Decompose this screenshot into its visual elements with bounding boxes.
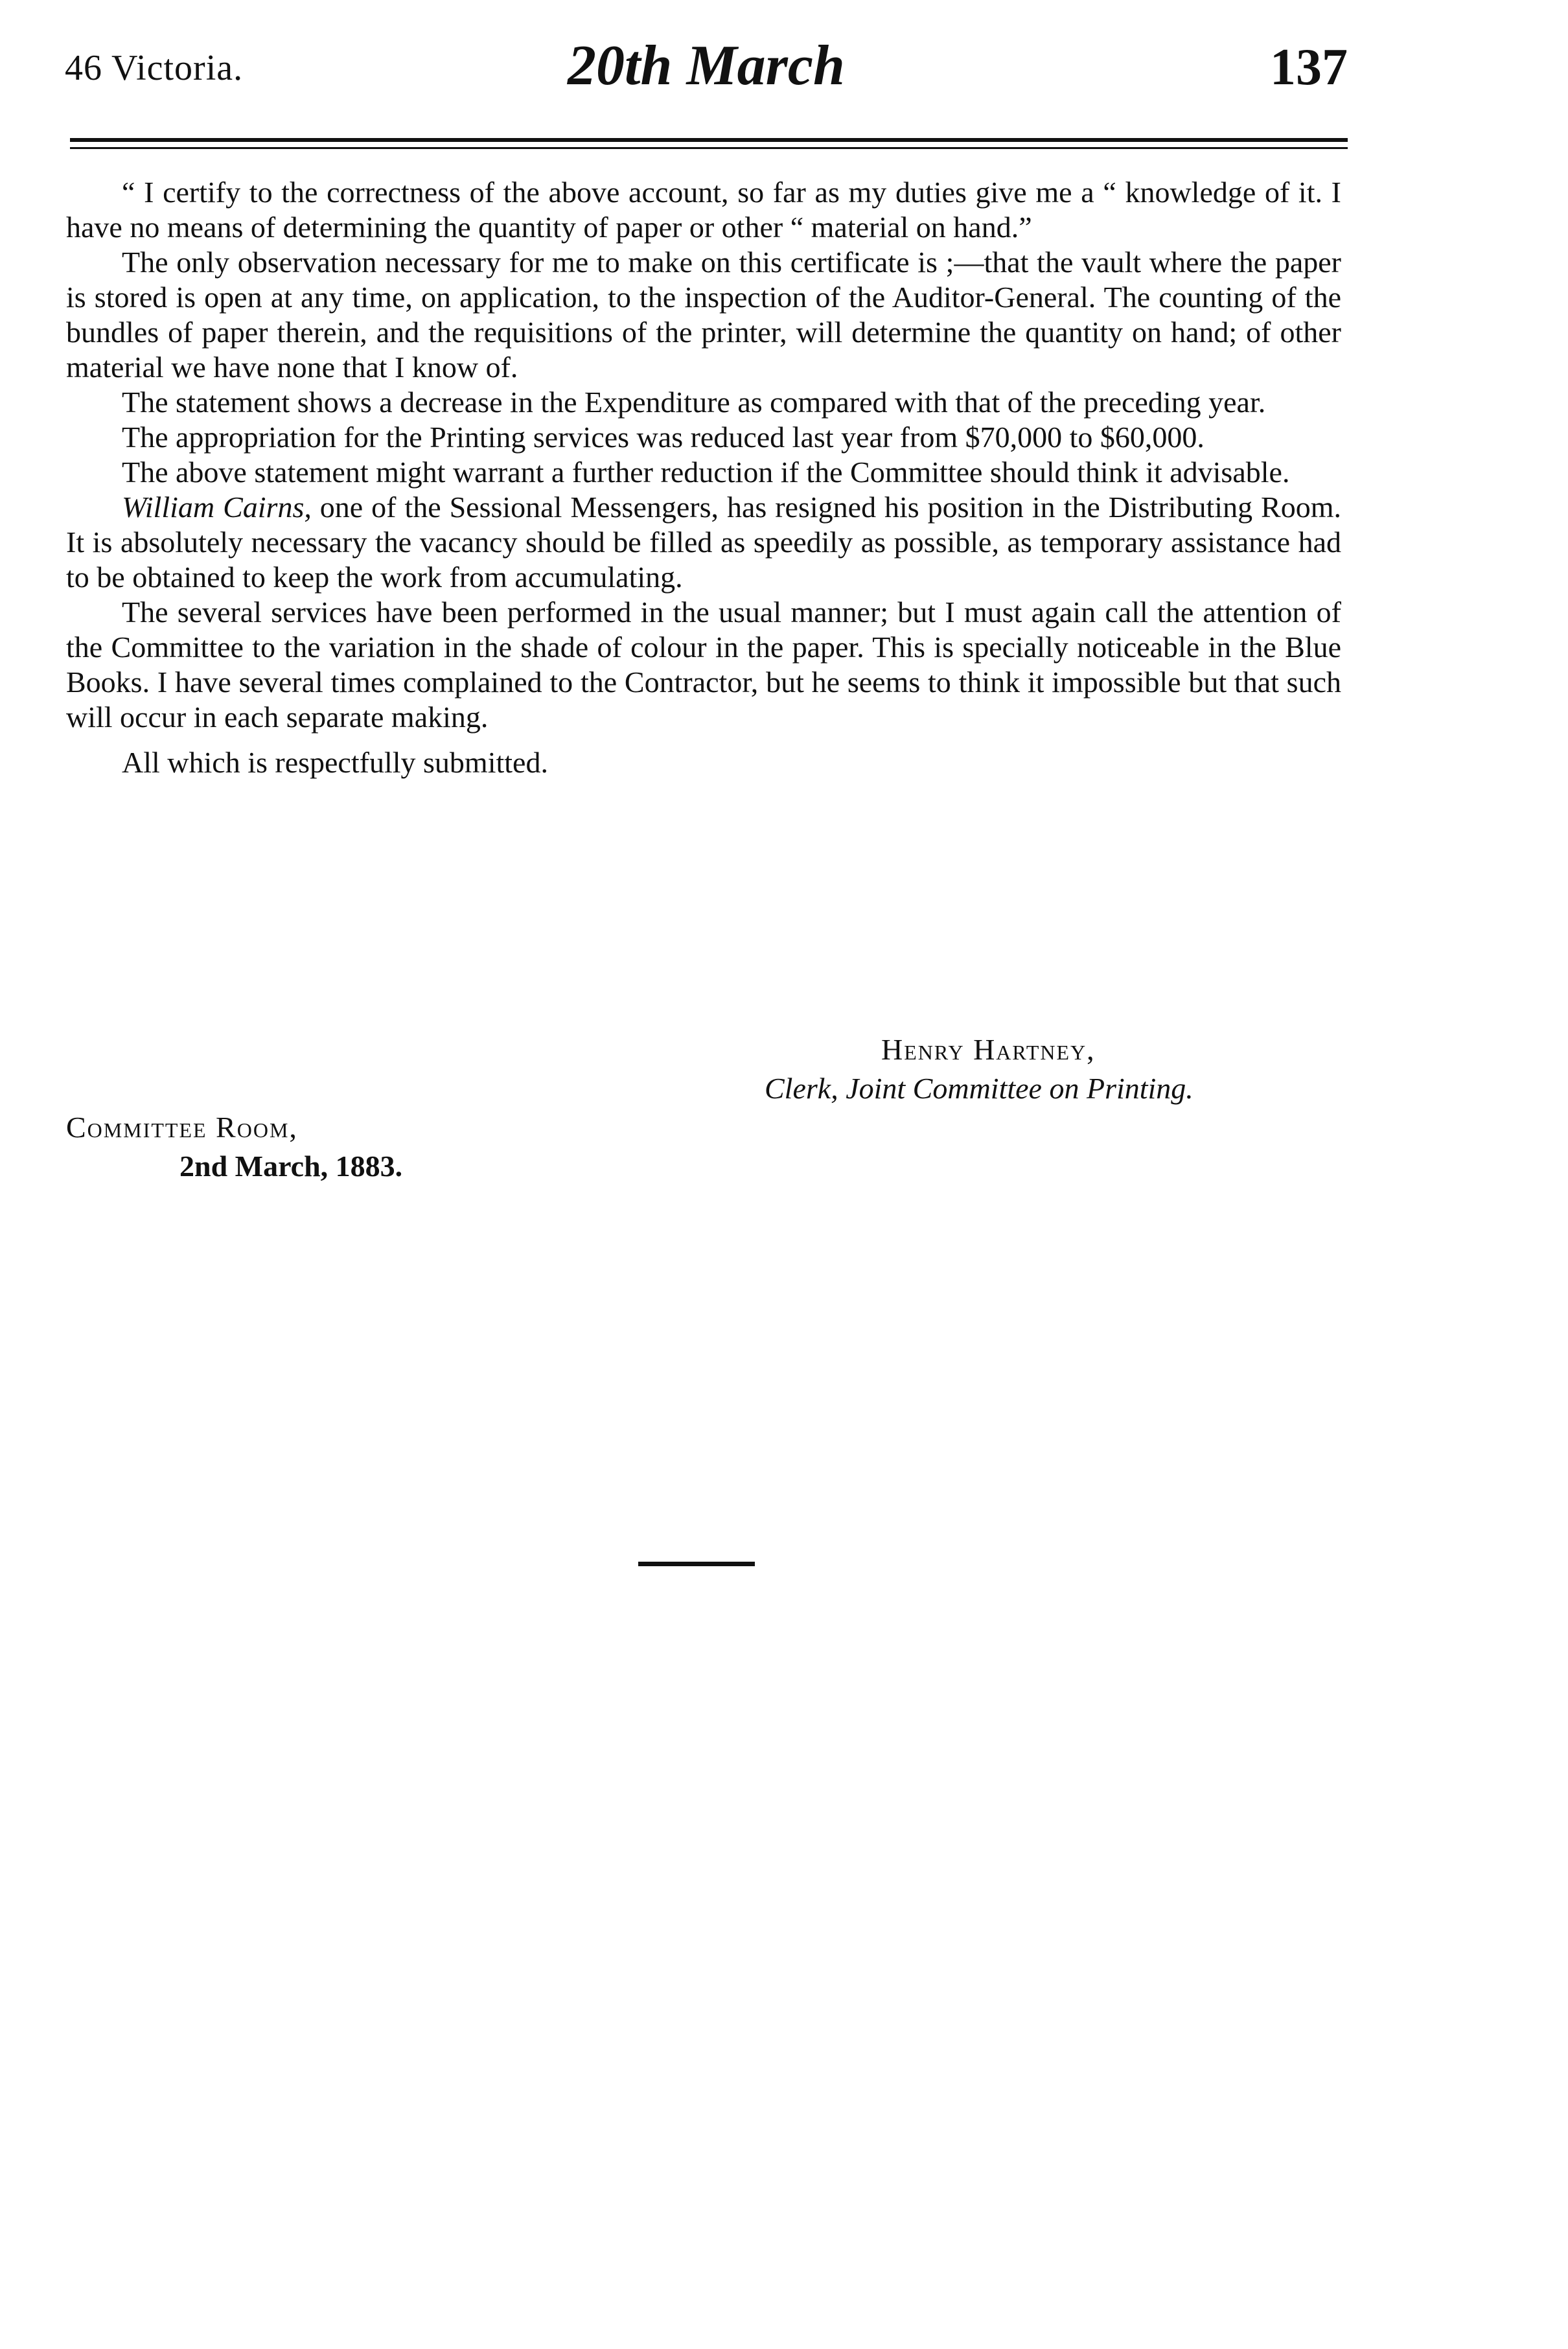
paragraph-appropriation: The appropriation for the Printing services was reduced last year from $70,000 to $60,000. xyxy=(122,421,1205,454)
messenger-name: William Cairns, xyxy=(122,491,312,524)
dateline-date: 2nd March, 1883. xyxy=(179,1150,403,1183)
page-date-heading: 20th March xyxy=(568,34,845,97)
paragraph-services: The several services have been performed in the usual manner; but I must again call the attention of the Committee to the variation in the shade of colour in the paper. This is specially noticeable in the Blue Books. I have several times complained to the Contractor, but he seems to think it impossible but that such will occur in each separate making. xyxy=(66,596,1341,734)
signatory-name: Henry Hartney, xyxy=(881,1033,1096,1066)
paragraph-expenditure: The statement shows a decrease in the Expenditure as compared with that of the preceding year. xyxy=(122,386,1266,419)
signature-block xyxy=(765,1030,1348,1108)
header-rule-thin xyxy=(70,147,1348,149)
page-header xyxy=(65,29,1348,107)
end-rule xyxy=(638,1562,755,1566)
messenger-text: one of the Sessional Messengers, has resigned his position in the Distributing Room. It is absolutely necessary the vacancy should be filled as speedily as possible, as temporary assistance had to be obtained to keep the work from accumulating. xyxy=(66,491,1341,594)
paragraph-observation: The only observation necessary for me to make on this certificate is ;—that the vault where the paper is stored is open at any time, on application, to the inspection of the Auditor-General. The counting of the bundles of paper therein, and the requisitions of the printer, will determine the quantity on hand; of other material we have none that I know of. xyxy=(66,246,1341,384)
paragraph-messenger xyxy=(66,490,1341,595)
report-body xyxy=(66,175,1341,780)
dateline-place: Committee Room, xyxy=(66,1111,298,1144)
dateline-block xyxy=(66,1108,649,1186)
header-rule-thick xyxy=(70,138,1348,142)
page-number: 137 xyxy=(1270,39,1348,96)
paragraph-reduction: The above statement might warrant a further reduction if the Committee should think it advisable. xyxy=(122,456,1290,489)
closing-line: All which is respectfully submitted. xyxy=(122,746,548,779)
session-label: 46 Victoria. xyxy=(65,48,244,88)
signatory-title: Clerk, Joint Committee on Printing. xyxy=(765,1072,1193,1105)
certificate-quote: “ I certify to the correctness of the above account, so far as my duties give me a “ knowledge of it. I have no means of determining the quantity of paper or other “ material on hand.” xyxy=(66,176,1341,244)
